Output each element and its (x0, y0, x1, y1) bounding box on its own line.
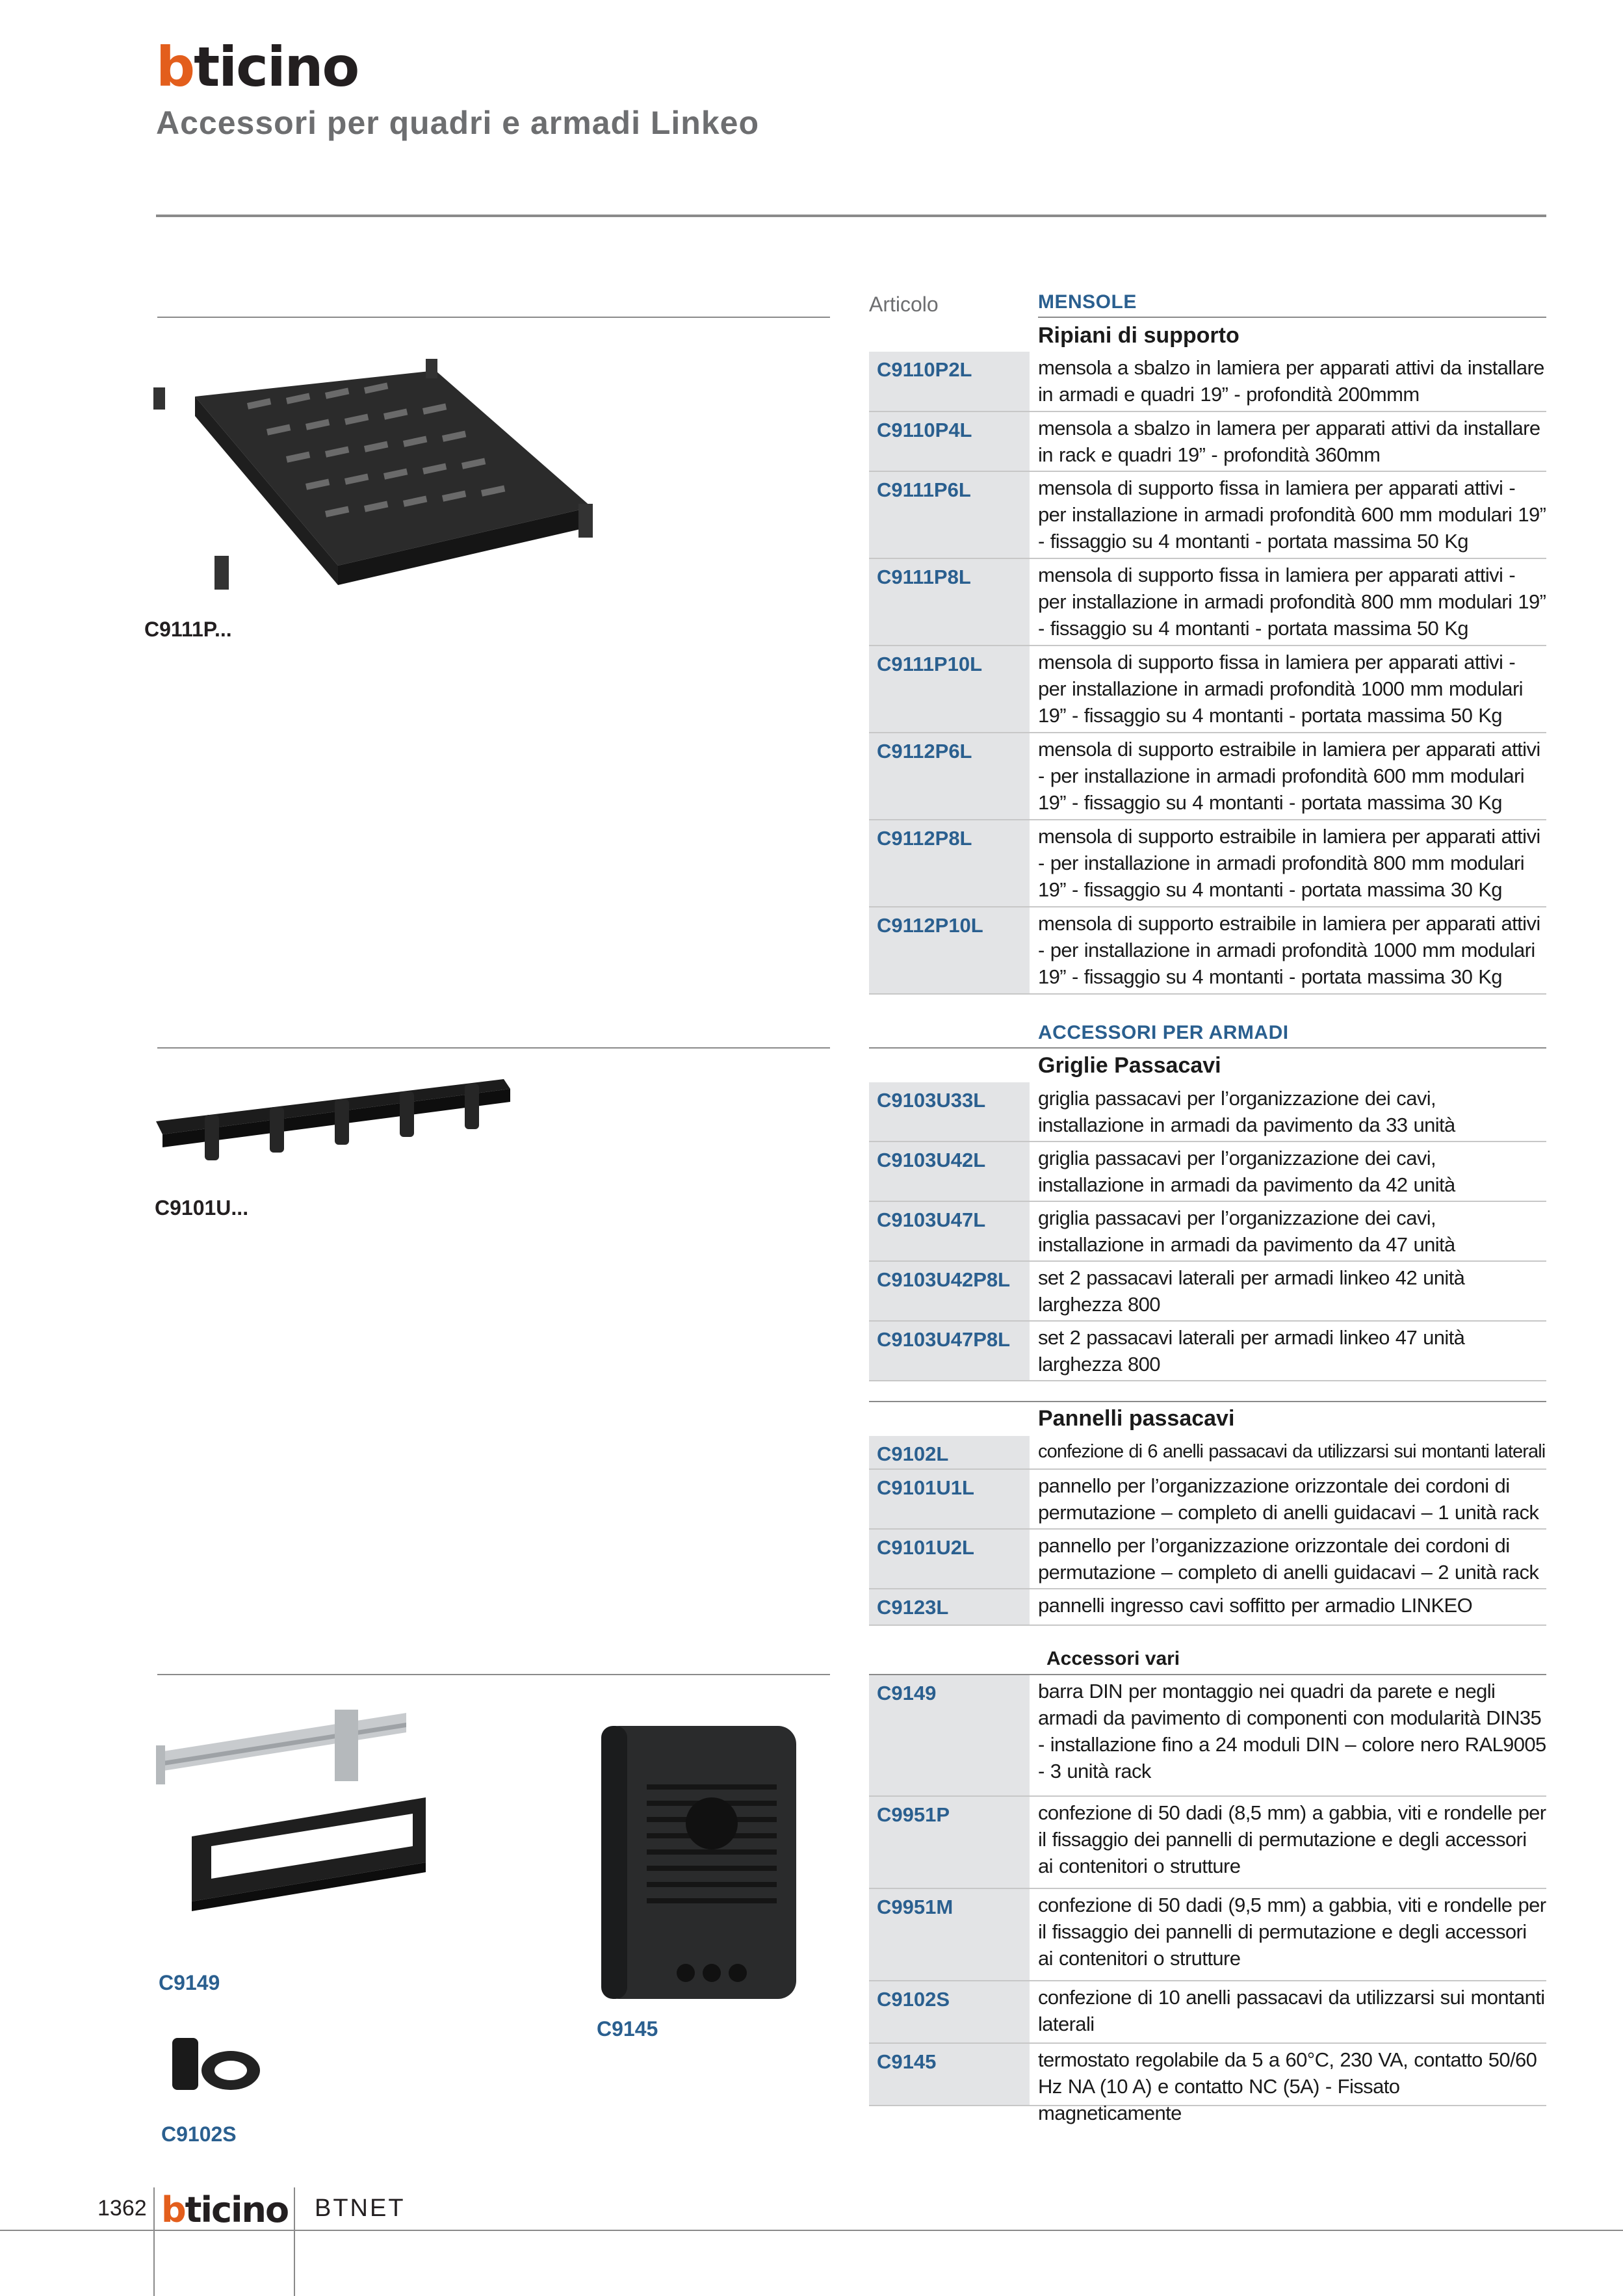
article-description: griglia passacavi per l’organizzazione dei cavi, installazione in armadi da pavimento da 33 unità (1038, 1087, 1455, 1136)
table-row (869, 733, 1546, 820)
section-title-accessori: ACCESSORI PER ARMADI (1038, 1022, 1289, 1043)
article-code: C9101U2L (869, 1530, 1030, 1588)
label-cable-panel: C9101U... (155, 1196, 249, 1220)
section-rule (869, 1047, 1546, 1049)
article-code: C9103U47L (869, 1202, 1030, 1260)
article-description: mensola di supporto fissa in lamiera per apparati attivi - per installazione in armadi profondità 1000 mm modulari 19” - fissaggio su 4 montanti - portata massima 50 Kg (1038, 651, 1523, 727)
table-row (869, 1262, 1546, 1322)
din-bar-image (153, 1706, 439, 1979)
footer-bticino-logo (161, 2191, 288, 2230)
article-description: pannelli ingresso cavi soffitto per armadio LINKEO (1038, 1594, 1473, 1617)
label-shelf: C9111P... (144, 618, 232, 641)
left-divider (157, 317, 830, 318)
article-code: C9123L (869, 1589, 1030, 1624)
article-description: mensola di supporto estraibile in lamiera per apparati attivi - per installazione in armadi profondità 800 mm modulari 19” - fissaggio su 4 montanti - portata massima 30 Kg (1038, 825, 1540, 901)
table-row (869, 1530, 1546, 1589)
shelf-image (149, 351, 604, 598)
article-code: C9951M (869, 1889, 1030, 1980)
logo-wordmark: ticino (194, 35, 359, 99)
article-description: mensola di supporto fissa in lamiera per apparati attivi - per installazione in armadi profondità 600 mm modulari 19” - fissaggio su 4 montanti - portata massima 50 Kg (1038, 476, 1546, 553)
label-thermostat: C9145 (597, 2017, 658, 2041)
article-code: C9111P6L (869, 472, 1030, 558)
subtitle-accessori-vari: Accessori vari (1046, 1648, 1180, 1669)
article-code: C9101U1L (869, 1470, 1030, 1528)
article-code: C9145 (869, 2044, 1030, 2105)
column-header-articolo: Articolo (869, 293, 939, 316)
article-description: confezione di 10 anelli passacavi da utilizzarsi sui montanti laterali (1038, 1986, 1545, 2035)
article-code: C9103U42L (869, 1142, 1030, 1201)
article-code: C9112P10L (869, 907, 1030, 993)
table-row (869, 1082, 1546, 1142)
logo-letter-b: b (161, 2189, 185, 2230)
label-din-bar: C9149 (159, 1971, 220, 1994)
footer-separator (294, 2187, 295, 2296)
table-row (869, 559, 1546, 646)
page-number: 1362 (97, 2196, 147, 2221)
table-row (869, 1981, 1546, 2044)
page-title: Accessori per quadri e armadi Linkeo (156, 105, 759, 141)
table-row (869, 2044, 1546, 2124)
subtitle-ripiani: Ripiani di supporto (1038, 323, 1240, 348)
article-code: C9103U42P8L (869, 1262, 1030, 1320)
article-description: mensola di supporto estraibile in lamiera per apparati attivi - per installazione in armadi profondità 600 mm modulari 19” - fissaggio su 4 montanti - portata massima 30 Kg (1038, 738, 1540, 814)
article-description: confezione di 50 dadi (9,5 mm) a gabbia, viti e rondelle per il fissaggio dei pannelli di permutazione e degli accessori ai contenitori o strutture (1038, 1894, 1546, 1970)
logo-wordmark: ticino (185, 2189, 289, 2230)
article-code: C9110P4L (869, 412, 1030, 471)
table-row (869, 1322, 1546, 1381)
article-description: mensola di supporto estraibile in lamiera per apparati attivi - per installazione in armadi profondità 1000 mm modulari 19” - fissaggio su 4 montanti - portata massima 30 Kg (1038, 912, 1540, 988)
article-description: mensola a sbalzo in lamera per apparati attivi da installare in rack e quadri 19” - profondità 360mm (1038, 417, 1540, 466)
article-description: set 2 passacavi laterali per armadi linkeo 42 unità larghezza 800 (1038, 1266, 1465, 1316)
cable-ring-image (159, 2025, 263, 2096)
left-divider (157, 1047, 830, 1049)
article-code: C9149 (869, 1675, 1030, 1795)
table-row (869, 1470, 1546, 1530)
table-row (869, 1202, 1546, 1262)
table-row (869, 1142, 1546, 1202)
subtitle-griglie: Griglie Passacavi (1038, 1053, 1221, 1078)
header-divider (156, 215, 1546, 217)
table-row (869, 820, 1546, 907)
table-row (869, 646, 1546, 733)
article-code: C9951P (869, 1797, 1030, 1888)
article-description: barra DIN per montaggio nei quadri da parete e negli armadi da pavimento di componenti con modularità DIN35 - installazione fino a 24 moduli DIN – colore nero RAL9005 - 3 unità rack (1038, 1680, 1546, 1782)
article-code: C9103U33L (869, 1082, 1030, 1141)
left-divider (157, 1674, 830, 1675)
article-code: C9112P6L (869, 733, 1030, 819)
footer-brand: BTNET (315, 2195, 406, 2222)
article-description: pannello per l’organizzazione orizzontale dei cordoni di permutazione – completo di anelli guidacavi – 2 unità rack (1038, 1534, 1539, 1584)
section-rule (869, 1401, 1546, 1402)
table-row (869, 1889, 1546, 1981)
footer-separator (153, 2187, 155, 2296)
article-code: C9110P2L (869, 352, 1030, 411)
table-row (869, 472, 1546, 559)
article-description: pannello per l’organizzazione orizzontale dei cordoni di permutazione – completo di anelli guidacavi – 1 unità rack (1038, 1474, 1539, 1524)
article-description: confezione di 50 dadi (8,5 mm) a gabbia, viti e rondelle per il fissaggio dei pannelli di permutazione e degli accessori ai contenitori o strutture (1038, 1801, 1546, 1877)
table-row (869, 1675, 1546, 1797)
article-description: set 2 passacavi laterali per armadi linkeo 47 unità larghezza 800 (1038, 1326, 1465, 1376)
article-description: griglia passacavi per l’organizzazione dei cavi, installazione in armadi da pavimento da 42 unità (1038, 1147, 1455, 1196)
article-code: C9111P10L (869, 646, 1030, 732)
section-rule (1038, 317, 1546, 318)
cable-panel-image (153, 1076, 517, 1173)
table-row (869, 1436, 1546, 1470)
article-code: C9102L (869, 1436, 1030, 1468)
subtitle-pannelli: Pannelli passacavi (1038, 1406, 1235, 1431)
article-description: mensola di supporto fissa in lamiera per apparati attivi - per installazione in armadi profondità 800 mm modulari 19” - fissaggio su 4 montanti - portata massima 50 Kg (1038, 564, 1546, 640)
article-code: C9111P8L (869, 559, 1030, 645)
table-row (869, 1589, 1546, 1626)
article-description: griglia passacavi per l’organizzazione dei cavi, installazione in armadi da pavimento da 47 unità (1038, 1207, 1455, 1256)
table-row (869, 1797, 1546, 1889)
bticino-logo (156, 35, 359, 99)
label-cable-ring: C9102S (161, 2122, 237, 2146)
logo-letter-b: b (156, 35, 194, 99)
article-description: termostato regolabile da 5 a 60°C, 230 VA, contatto 50/60 Hz NA (10 A) e contatto NC (5A) - Fissato magneticamente (1038, 2048, 1537, 2124)
table-row (869, 412, 1546, 472)
article-description: confezione di 6 anelli passacavi da utilizzarsi sui montanti laterali (1038, 1441, 1546, 1462)
table-row (869, 352, 1546, 412)
article-code: C9102S (869, 1981, 1030, 2042)
section-title-mensole: MENSOLE (1038, 291, 1137, 313)
article-code: C9103U47P8L (869, 1322, 1030, 1380)
article-code: C9112P8L (869, 820, 1030, 906)
article-description: mensola a sbalzo in lamiera per apparati attivi da installare in armadi e quadri 19” - profondità 200mmm (1038, 356, 1544, 406)
table-row (869, 907, 1546, 995)
thermostat-image (588, 1719, 809, 2005)
